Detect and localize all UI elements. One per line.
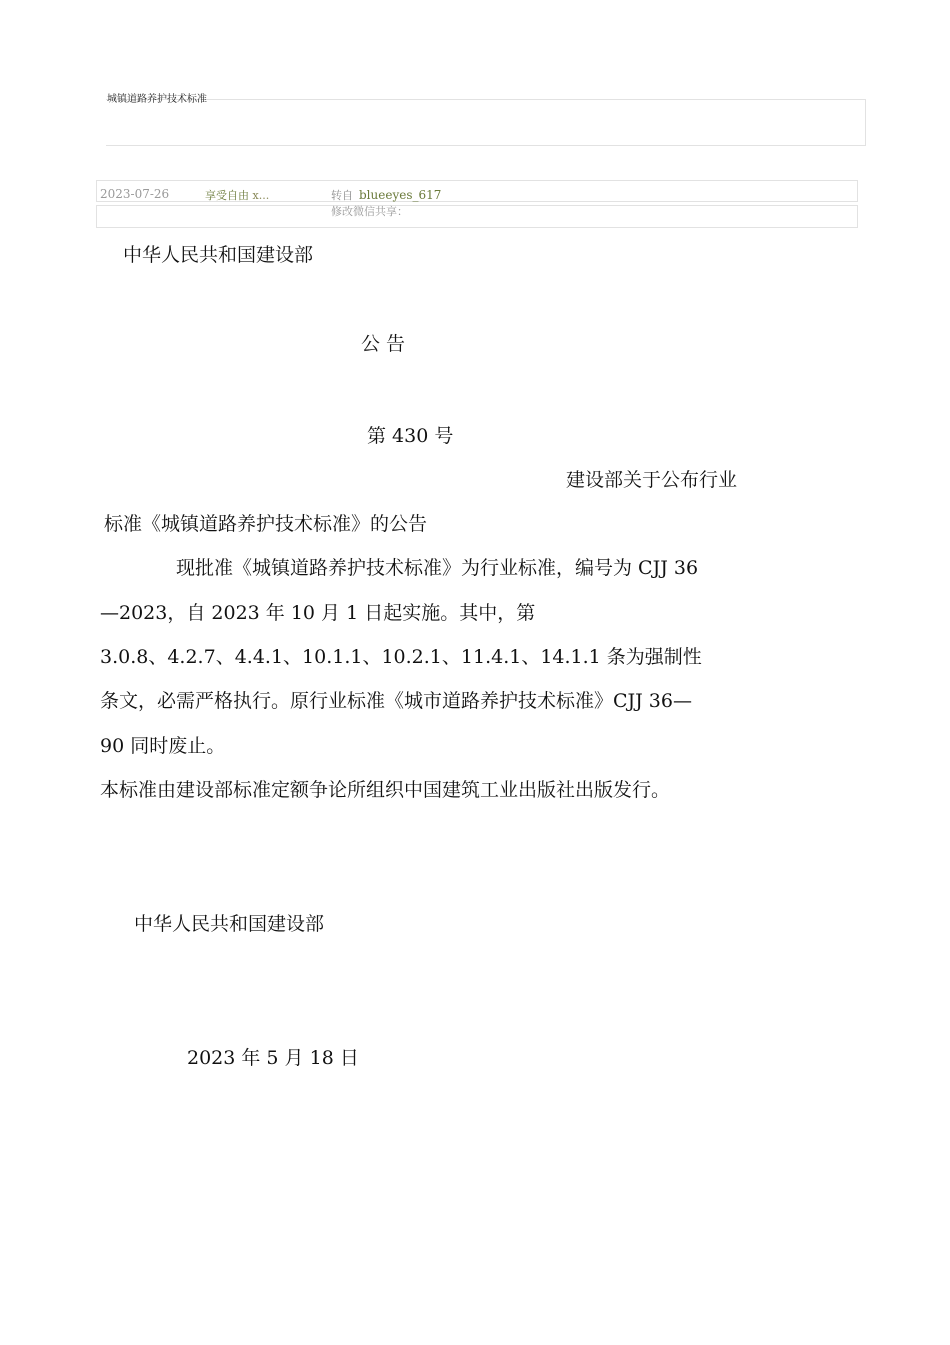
- repost-source: [331, 187, 441, 203]
- share-frame: [96, 205, 858, 228]
- wechat-share-label[interactable]: 修改微信共享：: [331, 205, 408, 218]
- issuer-top: 中华人民共和国建设部: [123, 244, 314, 266]
- repost-user-link[interactable]: blueeyes_617: [359, 188, 442, 202]
- document-title: 城镇道路养护技术标准: [107, 94, 207, 105]
- author-name: 享受自由: [205, 189, 249, 202]
- paragraph-line: 3.0.8、4.2.7、4.4.1、10.1.1、10.2.1、11.4.1、14.1.1 条为强制性: [100, 646, 702, 668]
- title-frame: [106, 99, 866, 146]
- paragraph-line: 90 同时废止。: [100, 735, 226, 757]
- notice-subject-line1: 建设部关于公布行业: [566, 469, 738, 491]
- author-link[interactable]: [205, 187, 269, 203]
- issuer-bottom: 中华人民共和国建设部: [134, 913, 325, 935]
- paragraph-line: —2023，自 2023 年 10 月 1 日起实施。其中，第: [100, 602, 536, 624]
- paragraph-line: 本标准由建设部标准定额争论所组织中国建筑工业出版社出版发行。: [100, 779, 671, 801]
- notice-number: 第 430 号: [367, 425, 454, 447]
- notice-heading: 公 告: [361, 333, 406, 355]
- author-ellipsis: x...: [252, 189, 270, 202]
- post-date: 2023-07-26: [100, 187, 170, 201]
- repost-label: 转自: [331, 189, 353, 202]
- signature-date: 2023 年 5 月 18 日: [187, 1047, 359, 1069]
- paragraph-line: 现批准《城镇道路养护技术标准》为行业标准，编号为 CJJ 36: [176, 557, 699, 579]
- notice-subject-line2: 标准《城镇道路养护技术标准》的公告: [104, 513, 428, 535]
- paragraph-line: 条文，必需严格执行。原行业标准《城市道路养护技术标准》CJJ 36—: [100, 690, 692, 712]
